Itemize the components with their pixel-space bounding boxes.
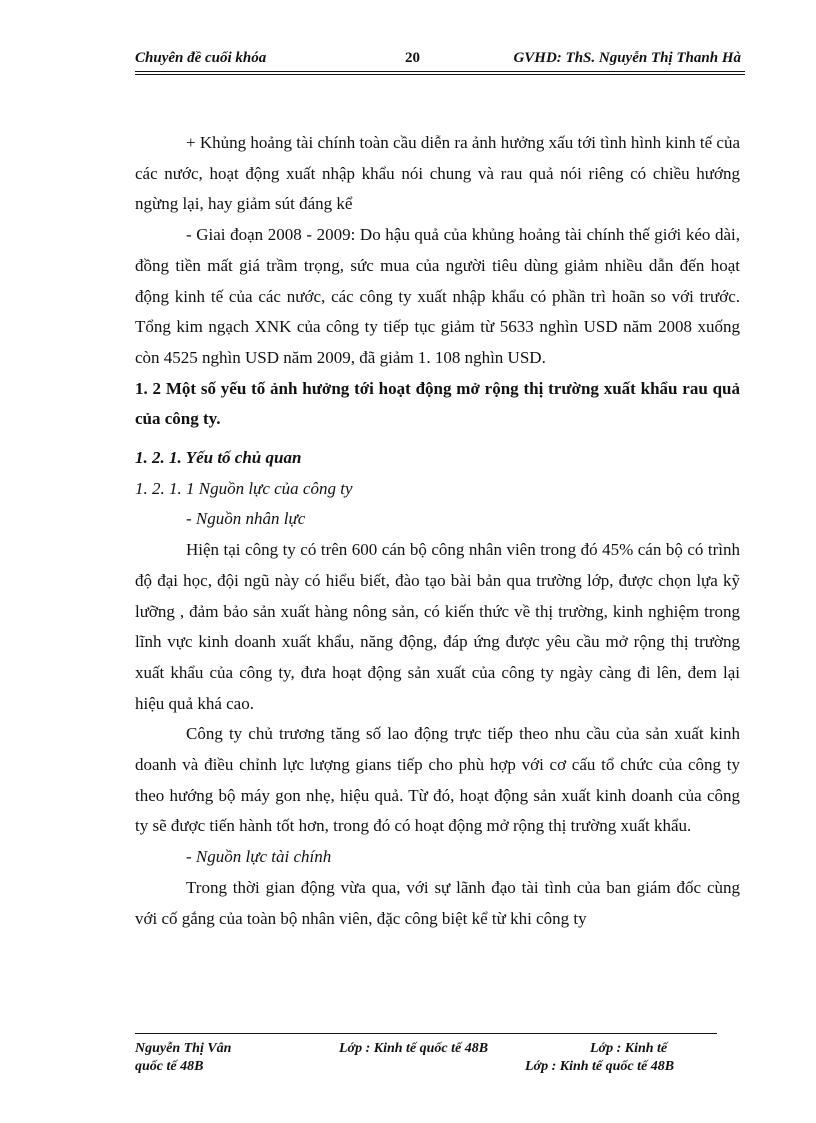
- paragraph: Công ty chủ trương tăng số lao động trực tiếp theo nhu cầu của sản xuất kinh doanh và điều chỉnh lực lượng gians tiếp cho phù hợp với cơ cấu tổ chức của công ty theo hướng bộ máy gon nhẹ, hiệu quả. Từ đó, hoạt động sản xuất kinh doanh của công ty sẽ được tiến hành tốt hơn, trong đó có hoạt động mở rộng thị trường xuất khẩu.: [135, 724, 740, 836]
- footer-author: Nguyễn Thị Vân: [135, 1041, 232, 1056]
- section-heading: 1. 2 Một số yếu tố ảnh hưởng tới hoạt động mở rộng thị trường xuất khẩu rau quả của công ty.: [135, 378, 740, 429]
- footer-class: Lớp : Kinh tế quốc tế 48B: [339, 1041, 489, 1056]
- subsection-heading: 1. 2. 1. Yếu tố chủ quan: [135, 448, 302, 468]
- footer-line2-left: quốc tế 48B: [135, 1059, 204, 1074]
- item-heading: - Nguồn nhân lực: [186, 509, 306, 529]
- page-header: [135, 50, 745, 72]
- header-supervisor: GVHD: ThS. Nguyễn Thị Thanh Hà: [513, 50, 741, 66]
- paragraph: Trong thời gian động vừa qua, với sự lãnh đạo tài tình của ban giám đốc cùng với cố gắng của toàn bộ nhân viên, đặc công biệt kể từ khi công ty: [135, 877, 740, 928]
- header-rule: [135, 71, 745, 75]
- header-title: Chuyên đề cuối khóa: [135, 50, 267, 66]
- item-heading: - Nguồn lực tài chính: [186, 847, 332, 867]
- footer-rule: [135, 1033, 717, 1034]
- page-number: 20: [405, 50, 420, 66]
- paragraph: - Giai đoạn 2008 - 2009: Do hậu quả của khủng hoảng tài chính thế giới kéo dài, đồng tiền mất giá trầm trọng, sức mua của người tiêu dùng giảm nhiều dẫn đến hoạt động kinh tế của các nước, các công ty xuất nhập khẩu có phần trì hoãn so với trước. Tổng kim ngạch XNK của công ty tiếp tục giảm từ 5633 nghìn USD năm 2008 xuống còn 4525 nghìn USD năm 2009, đã giảm 1. 108 nghìn USD.: [135, 225, 740, 367]
- document-body: [135, 128, 740, 934]
- footer-line2-right: Lớp : Kinh tế quốc tế 48B: [525, 1059, 675, 1074]
- footer-class-2: Lớp : Kinh tế: [590, 1041, 668, 1056]
- sub-subsection-heading: 1. 2. 1. 1 Nguồn lực của công ty: [135, 478, 353, 498]
- paragraph: + Khủng hoảng tài chính toàn cầu diễn ra ảnh hưởng xấu tới tình hình kinh tế của các nước, hoạt động xuất nhập khẩu nói chung và rau quả nói riêng có chiều hướng ngừng lại, hay giảm sút đáng kể: [135, 133, 740, 214]
- paragraph: Hiện tại công ty có trên 600 cán bộ công nhân viên trong đó 45% cán bộ có trình độ đại học, đội ngũ này có hiểu biết, đào tạo bài bản qua trường lớp, được chọn lựa kỹ lưỡng , đảm bảo sản xuất hàng nông sản, có kiến thức về thị trường, kinh nghiệm trong lĩnh vực kinh doanh xuất khẩu, năng động, đáp ứng được yêu cầu mở rộng thị trường xuất khẩu của công ty, đưa hoạt động sản xuất của công ty ngày càng đi lên, đem lại hiệu quả khá cao.: [135, 540, 740, 713]
